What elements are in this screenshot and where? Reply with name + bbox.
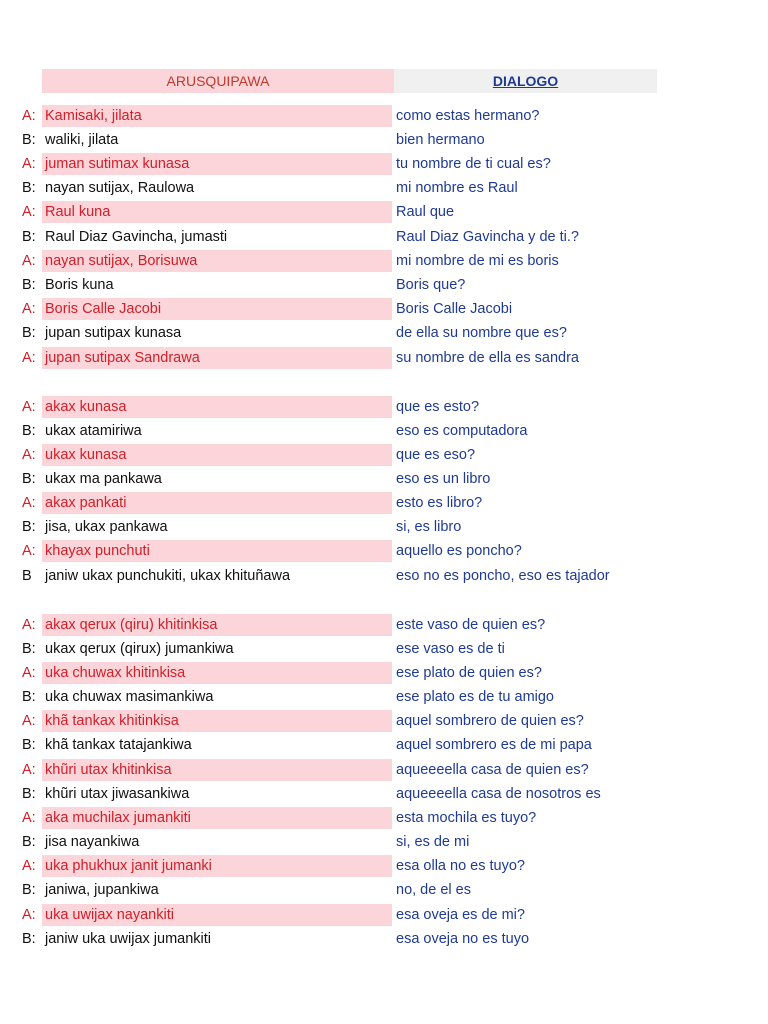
aymara-text: Boris kuna: [45, 277, 114, 293]
dialogue-row: [0, 177, 768, 199]
speaker-label: B:: [22, 229, 36, 245]
aymara-text: uka phukhux janit jumanki: [42, 855, 392, 877]
spanish-translation: no, de el es: [396, 882, 471, 898]
aymara-text: jupan sutipax kunasa: [45, 325, 182, 341]
dialogue-row: [0, 396, 768, 418]
aymara-text: Raul Diaz Gavincha, jumasti: [45, 229, 228, 245]
aymara-text: aka muchilax jumankiti: [42, 807, 392, 829]
speaker-label: A:: [22, 156, 36, 172]
spanish-translation: aquel sombrero de quien es?: [396, 713, 584, 729]
dialogue-row: [0, 662, 768, 684]
aymara-text: khã tankax khitinkisa: [42, 710, 392, 732]
dialogue-row: [0, 783, 768, 805]
speaker-label: B:: [22, 325, 36, 341]
speaker-label: B:: [22, 423, 36, 439]
speaker-label: A:: [22, 543, 36, 559]
spanish-translation: esto es libro?: [396, 495, 483, 511]
aymara-text: akax qerux (qiru) khitinkisa: [42, 614, 392, 636]
spanish-translation: aqueeeella casa de nosotros es: [396, 786, 601, 802]
aymara-text: jisa, ukax pankawa: [45, 519, 168, 535]
spanish-translation: este vaso de quien es?: [396, 617, 546, 633]
dialogue-row: [0, 904, 768, 926]
spanish-translation: Raul que: [396, 204, 455, 220]
spanish-translation: si, es libro: [396, 519, 462, 535]
dialogue-row: [0, 540, 768, 562]
aymara-text: khã tankax tatajankiwa: [45, 737, 192, 753]
spanish-translation: mi nombre es Raul: [396, 180, 518, 196]
spanish-translation: eso es un libro: [396, 471, 491, 487]
speaker-label: A:: [22, 762, 36, 778]
dialogue-row: [0, 468, 768, 490]
speaker-label: A:: [22, 253, 36, 269]
speaker-label: A:: [22, 350, 36, 366]
aymara-text: ukax ma pankawa: [45, 471, 162, 487]
speaker-label: A:: [22, 204, 36, 220]
speaker-label: B:: [22, 786, 36, 802]
speaker-label: A:: [22, 301, 36, 317]
aymara-text: uka chuwax khitinkisa: [42, 662, 392, 684]
spanish-translation: esa olla no es tuyo?: [396, 858, 525, 874]
dialogue-row: [0, 420, 768, 442]
speaker-label: A:: [22, 617, 36, 633]
spanish-translation: de ella su nombre que es?: [396, 325, 567, 341]
spanish-translation: esa oveja no es tuyo: [396, 931, 530, 947]
spanish-translation: Boris Calle Jacobi: [396, 301, 513, 317]
speaker-label: B:: [22, 180, 36, 196]
dialogue-row: [0, 516, 768, 538]
speaker-label: A:: [22, 858, 36, 874]
spanish-translation: que es eso?: [396, 447, 476, 463]
speaker-label: A:: [22, 810, 36, 826]
dialogue-row: [0, 105, 768, 127]
dialogue-row: [0, 710, 768, 732]
header-dialogo-column: DIALOGO: [394, 69, 657, 93]
aymara-text: ukax kunasa: [42, 444, 392, 466]
aymara-text: khũri utax khitinkisa: [42, 759, 392, 781]
aymara-text: jupan sutipax Sandrawa: [42, 347, 392, 369]
aymara-text: akax kunasa: [42, 396, 392, 418]
dialogue-row: [0, 928, 768, 950]
dialogue-row: [0, 444, 768, 466]
speaker-label: A:: [22, 665, 36, 681]
speaker-label: B:: [22, 689, 36, 705]
aymara-text: nayan sutijax, Borisuwa: [42, 250, 392, 272]
speaker-label: B:: [22, 641, 36, 657]
dialogue-row: [0, 879, 768, 901]
dialogue-row: [0, 686, 768, 708]
spanish-translation: esta mochila es tuyo?: [396, 810, 537, 826]
speaker-label: B:: [22, 834, 36, 850]
aymara-text: uka uwijax nayankiti: [42, 904, 392, 926]
spanish-translation: bien hermano: [396, 132, 485, 148]
aymara-text: ukax qerux (qirux) jumankiwa: [45, 641, 234, 657]
speaker-label: A:: [22, 108, 36, 124]
spanish-translation: eso es computadora: [396, 423, 528, 439]
spanish-translation: si, es de mi: [396, 834, 470, 850]
dialogue-row: [0, 274, 768, 296]
aymara-text: Boris Calle Jacobi: [42, 298, 392, 320]
aymara-text: waliki, jilata: [45, 132, 119, 148]
dialogue-row: [0, 807, 768, 829]
speaker-label: B:: [22, 519, 36, 535]
aymara-text: uka chuwax masimankiwa: [45, 689, 214, 705]
dialogue-row: [0, 759, 768, 781]
aymara-text: ukax atamiriwa: [45, 423, 142, 439]
spanish-translation: ese plato de quien es?: [396, 665, 542, 681]
spanish-translation: esa oveja es de mi?: [396, 907, 525, 923]
dialogue-row: [0, 638, 768, 660]
dialogue-row: [0, 201, 768, 223]
dialogue-row: [0, 831, 768, 853]
speaker-label: B: [22, 568, 32, 584]
spanish-translation: mi nombre de mi es boris: [396, 253, 559, 269]
spanish-translation: ese vaso es de ti: [396, 641, 505, 657]
spanish-translation: Raul Diaz Gavincha y de ti.?: [396, 229, 579, 245]
dialogue-row: [0, 153, 768, 175]
spanish-translation: eso no es poncho, eso es tajador: [396, 568, 610, 584]
speaker-label: A:: [22, 495, 36, 511]
aymara-text: janiw ukax punchukiti, ukax khituñawa: [45, 568, 291, 584]
speaker-label: B:: [22, 737, 36, 753]
dialogue-row: [0, 347, 768, 369]
speaker-label: A:: [22, 907, 36, 923]
spanish-translation: tu nombre de ti cual es?: [396, 156, 551, 172]
speaker-label: A:: [22, 399, 36, 415]
aymara-text: khũri utax jiwasankiwa: [45, 786, 190, 802]
dialogue-row: [0, 129, 768, 151]
speaker-label: B:: [22, 277, 36, 293]
spanish-translation: aqueeeella casa de quien es?: [396, 762, 589, 778]
dialogue-row: [0, 734, 768, 756]
dialogue-row: [0, 855, 768, 877]
spanish-translation: Boris que?: [396, 277, 466, 293]
speaker-label: B:: [22, 471, 36, 487]
dialogue-row: [0, 322, 768, 344]
aymara-text: Raul kuna: [42, 201, 392, 223]
spanish-translation: aquello es poncho?: [396, 543, 522, 559]
spanish-translation: que es esto?: [396, 399, 480, 415]
spanish-translation: como estas hermano?: [396, 108, 540, 124]
speaker-label: B:: [22, 132, 36, 148]
aymara-text: jisa nayankiwa: [45, 834, 140, 850]
aymara-text: nayan sutijax, Raulowa: [45, 180, 195, 196]
speaker-label: A:: [22, 713, 36, 729]
dialogue-row: [0, 565, 768, 587]
dialogue-row: [0, 614, 768, 636]
dialogue-row: [0, 492, 768, 514]
spanish-translation: aquel sombrero es de mi papa: [396, 737, 592, 753]
dialogue-row: [0, 298, 768, 320]
speaker-label: B:: [22, 931, 36, 947]
aymara-text: khayax punchuti: [42, 540, 392, 562]
table-header: [42, 69, 657, 93]
header-aymara-column: ARUSQUIPAWA: [42, 69, 394, 93]
aymara-text: Kamisaki, jilata: [42, 105, 392, 127]
aymara-text: juman sutimax kunasa: [42, 153, 392, 175]
dialogue-row: [0, 226, 768, 248]
aymara-text: janiwa, jupankiwa: [45, 882, 159, 898]
spanish-translation: ese plato es de tu amigo: [396, 689, 554, 705]
spanish-translation: su nombre de ella es sandra: [396, 350, 579, 366]
speaker-label: B:: [22, 882, 36, 898]
aymara-text: akax pankati: [42, 492, 392, 514]
dialogue-row: [0, 250, 768, 272]
speaker-label: A:: [22, 447, 36, 463]
aymara-text: janiw uka uwijax jumankiti: [45, 931, 212, 947]
